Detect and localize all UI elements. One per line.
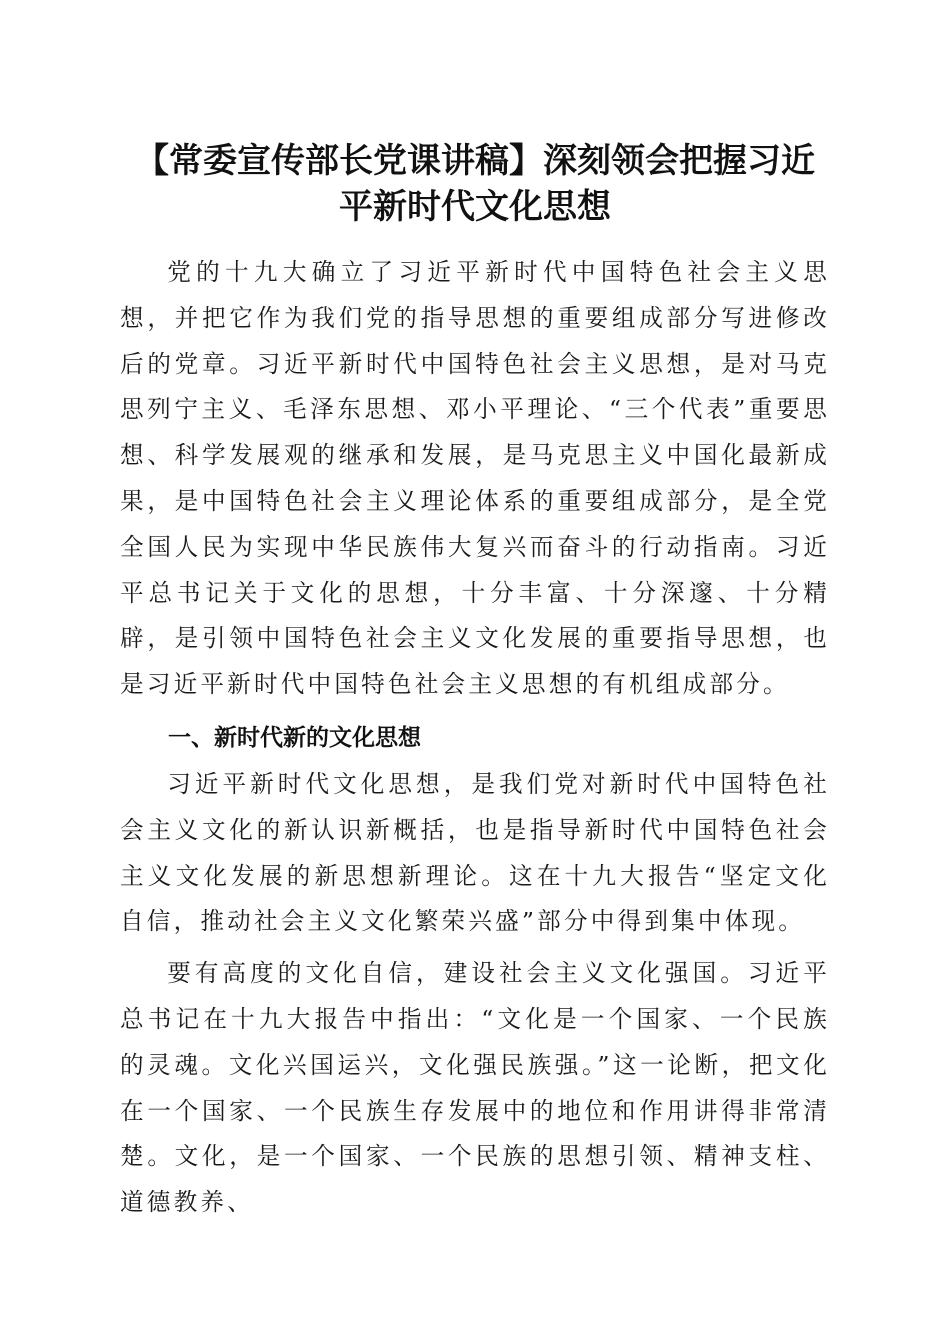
title-line-1: 【常委宣传部长党课讲稿】深刻领会把握习近 bbox=[135, 141, 815, 181]
section-paragraph-2: 要有高度的文化自信，建设社会主义文化强国。习近平总书记在十九大报告中指出：“文化是一个国家、一个民族的灵魂。文化兴国运兴，文化强民族强。”这一论断，把文化在一个国家、一个民族生存发展中的地位和作用讲得非常清楚。文化，是一个国家、一个民族的思想引领、精神支柱、道德教养、 bbox=[120, 959, 830, 1217]
document-title bbox=[118, 138, 832, 230]
intro-paragraph: 党的十九大确立了习近平新时代中国特色社会主义思想，并把它作为我们党的指导思想的重要组成部分写进修改后的党章。习近平新时代中国特色社会主义思想，是对马克思列宁主义、毛泽东思想、邓小平理论、“三个代表”重要思想、科学发展观的继承和发展，是马克思主义中国化最新成果，是中国特色社会主义理论体系的重要组成部分，是全党全国人民为实现中华民族伟大复兴而奋斗的行动指南。习近平总书记关于文化的思想，十分丰富、十分深邃、十分精辟，是引领中国特色社会主义文化发展的重要指导思想，也是习近平新时代中国特色社会主义思想的有机组成部分。 bbox=[120, 258, 830, 699]
section-paragraph-1: 习近平新时代文化思想，是我们党对新时代中国特色社会主义文化的新认识新概括，也是指导新时代中国特色社会主义文化发展的新思想新理论。这在十九大报告“坚定文化自信，推动社会主义文化繁荣兴盛”部分中得到集中体现。 bbox=[120, 769, 830, 936]
section-heading: 一、新时代新的文化思想 bbox=[168, 724, 421, 751]
title-line-2: 平新时代文化思想 bbox=[339, 187, 611, 227]
document-body bbox=[120, 250, 830, 1226]
